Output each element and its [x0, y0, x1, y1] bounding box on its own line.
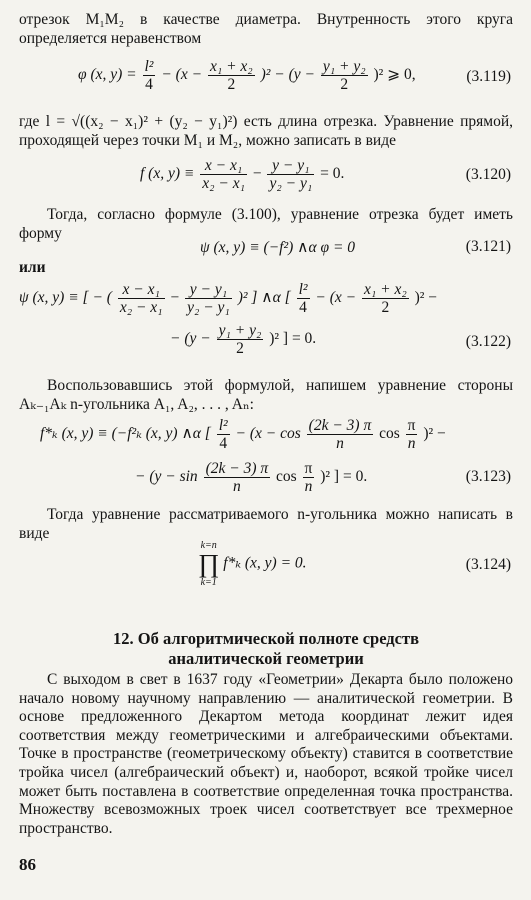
eq123-cos: cos	[379, 425, 400, 443]
eq120-tail: = 0.	[320, 165, 345, 183]
page-number: 86	[19, 855, 36, 874]
equation-3-122-line2	[170, 322, 316, 357]
eq119-y1y2: y₁ + y₂	[322, 58, 366, 75]
prod-upper: k=n	[200, 540, 217, 551]
eq120-d1: x₂ − x₁	[202, 175, 245, 192]
equation-3-119	[78, 58, 416, 93]
equation-3-120	[140, 157, 344, 192]
eq122-mid: )² ] ∧α [	[237, 289, 291, 307]
eq122-y1y2: y₁ + y₂	[218, 322, 262, 339]
eq122-four: 4	[299, 299, 307, 316]
eq122-n2: y − y₁	[185, 281, 232, 299]
eq123-cos2: cos	[276, 468, 297, 486]
eq123-arg2: (2k − 3) π	[205, 460, 269, 477]
eq119-t2: )² − (y −	[260, 66, 315, 84]
eq123-frac-l	[217, 417, 230, 452]
eq119-four: 4	[145, 76, 153, 93]
or-word: или	[19, 259, 46, 276]
eq122-two-y: 2	[236, 340, 244, 357]
eq122-lhs: ψ (x, y) ≡ [ − (	[19, 289, 112, 307]
eq122-frac-1	[118, 281, 165, 316]
eq124-body: f*ₖ (x, y) = 0.	[223, 554, 307, 572]
eq122-line2-a: − (y −	[170, 330, 211, 348]
eq120-number: (3.120)	[465, 166, 511, 183]
eq122-line2-b: )² ] = 0.	[269, 330, 317, 348]
eq120-n1: x − x₁	[200, 157, 247, 175]
eq120-d2: y₂ − y₁	[269, 175, 313, 192]
section-heading-line1: 12. Об алгоритмической полноте средств	[113, 629, 419, 648]
eq122-t1: − (x −	[315, 289, 357, 307]
prod-symbol: ∏	[198, 549, 220, 578]
eq123-n4: n	[304, 478, 313, 495]
eq122-d1: x₂ − x₁	[119, 299, 163, 316]
eq121-number: (3.121)	[465, 238, 511, 255]
eq122-frac-l	[297, 281, 310, 316]
eq119-t1: − (x −	[161, 66, 203, 84]
eq122-minus: −	[170, 289, 180, 307]
prod-lower: k=1	[200, 577, 217, 588]
eq119-x1x2: x₁ + x₂	[209, 58, 253, 75]
equation-3-124	[198, 540, 307, 588]
eq123-frac-arg2	[204, 460, 271, 495]
eq119-tail: )² ⩾ 0,	[373, 66, 416, 84]
text-polygon: Воспользовавшись этой формулой, напишем уравнение стороны Aₖ₋₁Aₖ n-угольника A₁, A₂, . . . , Aₙ:	[19, 377, 513, 413]
text-formula-100: Тогда, согласно формуле (3.100), уравнение отрезка будет иметь форму	[19, 206, 513, 242]
equation-3-121: ψ (x, y) ≡ (−f²) ∧α φ = 0	[200, 239, 356, 256]
eq123-n2: n	[407, 435, 416, 452]
eq120-frac-2	[267, 157, 314, 192]
text-then: Тогда уравнение рассматриваемого n-угольника можно написать в виде	[19, 506, 513, 542]
body-paragraph: С выходом в свет в 1637 году «Геометрии» Декарта было положено начало новому научному направлению — аналитической геометрии. В основе предложенного Декартом метода координат лежит идея соответствия между геометрическими и алгебраическими объектами. Точке в пространстве (геометрическому объекту) ставится в соответствие тройка чисел (алгебраический объект) и, наоборот, всякой тройке чисел может быть поставлена в соответствие определенная точка пространства. Множеству всевозможных троек чисел соответствует все трехмерное пространство.	[19, 671, 513, 837]
eq122-frac-x	[362, 281, 409, 316]
eq122-number: (3.122)	[465, 333, 511, 350]
eq120-frac-1	[200, 157, 247, 192]
eq123-frac-pi2	[303, 460, 315, 495]
eq123-pi2: π	[304, 460, 313, 477]
product-operator	[198, 540, 219, 588]
equation-3-122-line1	[19, 281, 437, 316]
intro-text: отрезок M₁M₂ в качестве диаметра. Внутренность этого круга определяется неравенством	[19, 11, 513, 47]
eq123-four: 4	[219, 435, 228, 452]
eq123-l2: l²	[218, 417, 228, 434]
eq119-l2: l²	[144, 58, 154, 75]
eq119-number: (3.119)	[466, 68, 511, 85]
eq123-line2-a: − (y − sin	[135, 468, 198, 486]
eq123-frac-pi	[406, 417, 418, 452]
eq119-frac-x	[208, 58, 255, 93]
eq122-frac-y	[217, 322, 264, 357]
eq122-frac-2	[185, 281, 232, 316]
eq122-end1: )² −	[414, 289, 438, 307]
equation-3-123-line1	[40, 417, 446, 452]
eq120-n2: y − y₁	[267, 157, 314, 175]
eq123-n3: n	[232, 478, 241, 495]
eq119-lhs: φ (x, y) =	[78, 66, 137, 84]
eq122-l2: l²	[298, 281, 308, 298]
eq122-n1: x − x₁	[118, 281, 165, 299]
eq123-frac-arg	[307, 417, 374, 452]
eq123-arg: (2k − 3) π	[308, 417, 372, 434]
eq123-lhs: f*ₖ (x, y) ≡ (−f²ₖ (x, y) ∧α [	[40, 425, 211, 443]
eq120-lhs: f (x, y) ≡	[140, 165, 195, 183]
eq123-end1: )² −	[423, 425, 446, 443]
eq123-line2-b: )² ] = 0.	[320, 468, 368, 486]
eq122-d2: y₂ − y₁	[187, 299, 230, 316]
eq123-n: n	[336, 435, 344, 452]
eq119-frac-y	[321, 58, 368, 93]
eq123-t1: − (x − cos	[235, 425, 301, 443]
eq122-two-x: 2	[381, 299, 390, 316]
eq124-number: (3.124)	[465, 556, 511, 573]
section-heading-line2: аналитической геометрии	[168, 649, 364, 668]
eq119-two-x: 2	[227, 76, 236, 93]
eq120-minus: −	[252, 165, 262, 183]
eq119-frac-l	[143, 58, 156, 93]
text-length-l: где l = √((x₂ − x₁)² + (y₂ − y₁)²) есть длина отрезка. Уравнение прямой, проходящей через точки M₁ и M₂, можно записать в виде	[19, 113, 513, 149]
eq123-pi: π	[407, 417, 416, 434]
eq122-x1x2: x₁ + x₂	[364, 281, 407, 298]
eq123-number: (3.123)	[465, 468, 511, 485]
equation-3-123-line2	[135, 460, 367, 495]
eq119-two-y: 2	[340, 76, 349, 93]
